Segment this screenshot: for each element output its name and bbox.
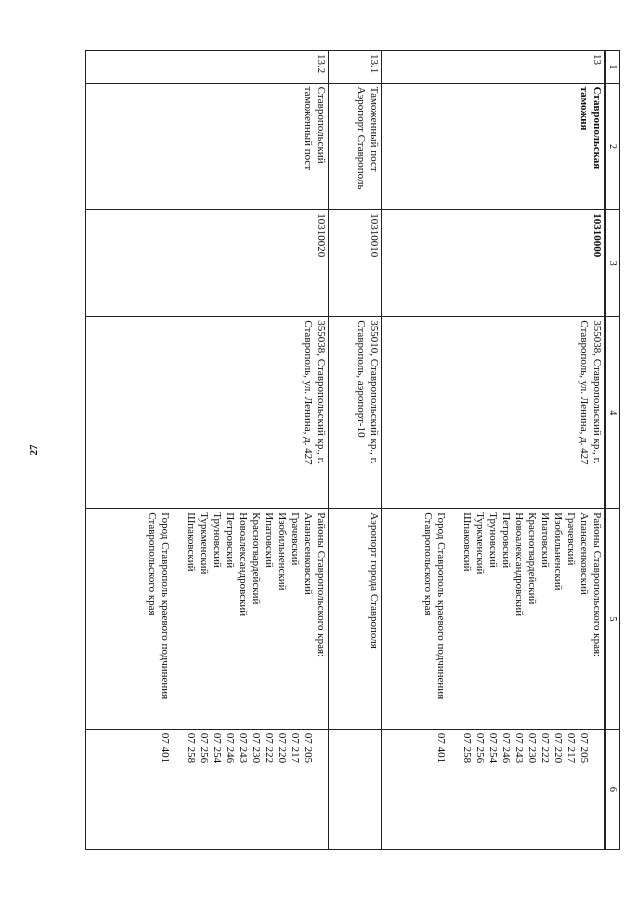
region-item: Новоалександровский [513, 512, 525, 617]
region-header: Районы Ставропольского края: [315, 512, 327, 658]
page-number: 27 [28, 444, 40, 456]
okato-code: 07 230 [526, 732, 538, 764]
region-item: Туркменский [198, 512, 210, 575]
okato-code: 07 243 [237, 732, 249, 764]
table-row [86, 51, 329, 850]
region-header: Районы Ставропольского края: [591, 512, 603, 658]
region-item: Туркменский [474, 512, 486, 575]
okato-code: 07 205 [578, 732, 590, 764]
column-number: 6 [605, 729, 620, 849]
column-number: 4 [605, 317, 620, 509]
okato-code: 07 254 [211, 732, 223, 764]
column-number: 2 [605, 83, 620, 210]
okato-code: 07 220 [552, 732, 564, 764]
customs-code: 10310010 [329, 210, 382, 317]
region-item: Шпаковский [461, 512, 473, 572]
row-number: 13 [382, 51, 606, 84]
region-item: Труновский [211, 512, 223, 568]
row-number: 13.1 [329, 51, 382, 84]
customs-code: 10310020 [86, 210, 329, 317]
territory-cell [382, 509, 606, 730]
column-number: 5 [605, 509, 620, 730]
region-item: Изобильненский [276, 512, 288, 591]
territory-cell: Аэропорт города Ставрополя [329, 509, 382, 730]
column-number: 3 [605, 210, 620, 317]
region-item: Апанасенковский [302, 512, 314, 595]
okato-cell [382, 729, 606, 849]
okato-code: 07 256 [474, 732, 486, 764]
okato-code: 07 246 [224, 732, 236, 764]
table-row [329, 51, 382, 850]
region-item: Ипатовский [539, 512, 551, 568]
region-item: Изобильненский [552, 512, 564, 591]
okato-code: 07 217 [289, 732, 301, 764]
region-item: Красногвардейский [526, 512, 538, 605]
region-item: Грачевский [289, 512, 301, 566]
okato-cell [86, 729, 329, 849]
okato-code: 07 246 [500, 732, 512, 764]
okato-code: 07 205 [302, 732, 314, 764]
okato-code: 07 222 [263, 732, 275, 764]
okato-code: 07 254 [487, 732, 499, 764]
rotated-table-container [60, 50, 620, 850]
region-item: Грачевский [565, 512, 577, 566]
okato-code: 07 217 [565, 732, 577, 764]
region-item: Красногвардейский [250, 512, 262, 605]
customs-name: Ставропольский таможенный пост [86, 83, 329, 210]
city-item: Город Ставрополь краевого подчинения Ставропольского края [146, 512, 171, 700]
customs-address: 355038, Ставропольский кр., г. Ставрополь, ул. Ленина, д. 427 [382, 317, 606, 509]
okato-city-code: 07 401 [159, 732, 171, 764]
region-item: Шпаковский [185, 512, 197, 572]
okato-code: 07 258 [461, 732, 473, 764]
customs-address: 355010, Ставропольский кр., г. Ставрополь, аэропорт-10 [329, 317, 382, 509]
territory-cell [86, 509, 329, 730]
okato-code: 07 243 [513, 732, 525, 764]
region-item: Новоалександровский [237, 512, 249, 617]
okato-city-code: 07 401 [435, 732, 447, 764]
customs-name: Таможенный пост Аэропорт Ставрополь [329, 83, 382, 210]
region-item: Петровский [500, 512, 512, 569]
okato-code: 07 220 [276, 732, 288, 764]
row-number: 13.2 [86, 51, 329, 84]
customs-address: 355038, Ставропольский кр., г. Ставрополь, ул. Ленина, д. 427 [86, 317, 329, 509]
okato-code: 07 256 [198, 732, 210, 764]
customs-name: Ставропольская таможня [382, 83, 606, 210]
region-item: Апанасенковский [578, 512, 590, 595]
city-item: Город Ставрополь краевого подчинения Ставропольского края [422, 512, 447, 700]
customs-table [85, 50, 620, 850]
column-number-header-row [605, 51, 620, 850]
column-number: 1 [605, 51, 620, 84]
okato-code: 07 258 [185, 732, 197, 764]
okato-cell [329, 729, 382, 849]
region-item: Петровский [224, 512, 236, 569]
okato-code: 07 230 [250, 732, 262, 764]
okato-code: 07 222 [539, 732, 551, 764]
customs-code: 10310000 [382, 210, 606, 317]
table-row [382, 51, 606, 850]
region-item: Ипатовский [263, 512, 275, 568]
region-item: Труновский [487, 512, 499, 568]
